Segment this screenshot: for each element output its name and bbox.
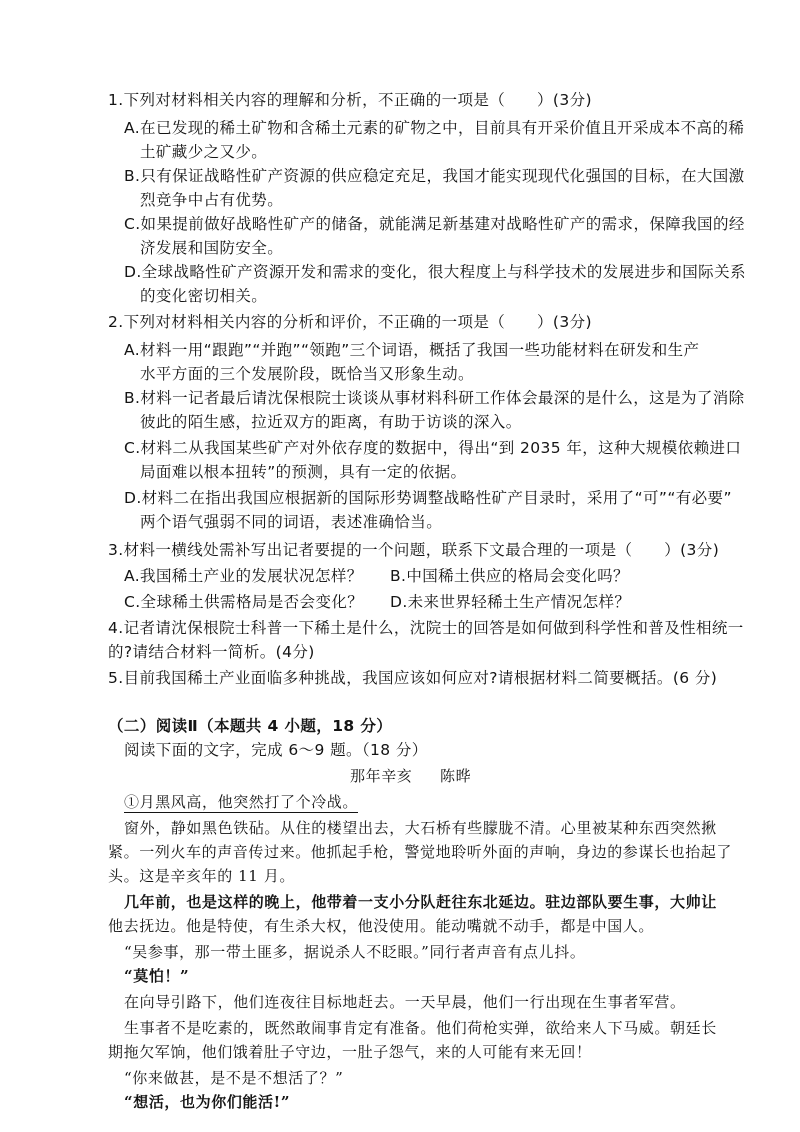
q3-option-c: C.全球稀土供需格局是否会变化？ — [124, 593, 364, 611]
reading-instruction: 阅读下面的文字，完成 6～9 题。（18 分） — [124, 741, 428, 759]
paragraph-5: “莫怕！” — [124, 967, 190, 985]
paragraph-6: 在向导引路下，他们连夜往目标地赶去。一天早晨，他们一行出现在生事者军营。 — [124, 993, 686, 1011]
article-author: 陈晔 — [440, 767, 472, 785]
q4-stem-cont: 的?请结合材料一简析。(4分) — [108, 643, 315, 661]
paragraph-7-line-1: 生事者不是吃素的，既然敢闹事肯定有准备。他们荷枪实弹，欲给来人下马威。朝廷长 — [124, 1019, 717, 1037]
q1-option-a-cont: 土矿藏少之又少。 — [140, 143, 268, 161]
q3-option-b: B.中国稀土供应的格局会变化吗？ — [390, 567, 629, 585]
q2-option-c: C.材料二从我国某些矿产对外依存度的数据中，得出“到 2035 年，这种大规模依赖进口 — [124, 439, 742, 457]
q1-option-b-cont: 烈竞争中占有优势。 — [140, 191, 284, 209]
q2-option-b: B.材料一记者最后请沈保根院士谈谈从事材料科研工作体会最深的是什么，这是为了消除 — [124, 389, 745, 407]
q2-option-a-cont: 水平方面的三个发展阶段，既恰当又形象生动。 — [140, 365, 474, 383]
q1-option-c-cont: 济发展和国防安全。 — [140, 239, 284, 257]
paragraph-2-line-3: 头。这是辛亥年的 11 月。 — [108, 867, 296, 885]
q2-option-a: A.材料一用“跟跑”“并跑”“领跑”三个词语，概括了我国一些功能材料在研发和生产 — [124, 341, 700, 359]
section-header: （二）阅读Ⅱ（本题共 4 小题，18 分） — [108, 717, 393, 735]
q3-option-d: D.未来世界轻稀土生产情况怎样？ — [390, 593, 631, 611]
q2-option-b-cont: 彼此的陌生感，拉近双方的距离，有助于访谈的深入。 — [140, 413, 522, 431]
q1-option-d: D.全球战略性矿产资源开发和需求的变化，很大程度上与科学技术的发展进步和国际关系 — [124, 263, 746, 281]
underlined-sentence: ①月黑风高，他突然打了个冷战。 — [124, 793, 359, 811]
article-title: 那年辛亥 — [350, 767, 413, 785]
q3-stem: 3.材料一横线处需补写出记者要提的一个问题，联系下文最合理的一项是（ ）(3分) — [108, 541, 720, 559]
q1-stem: 1.下列对材料相关内容的理解和分析，不正确的一项是（ ）(3分) — [108, 91, 592, 109]
paragraph-3-line-2: 他去抚边。他是特使，有生杀大权，他没使用。能动嘴就不动手，都是中国人。 — [108, 917, 655, 935]
q5-stem: 5.目前我国稀土产业面临多种挑战，我国应该如何应对?请根据材料二简要概括。(6 分) — [108, 669, 718, 687]
paragraph-8: “你来做甚，是不是不想活了？” — [124, 1069, 344, 1087]
q1-option-d-cont: 的变化密切相关。 — [140, 287, 268, 305]
paragraph-3-line-1: 几年前，也是这样的晚上，他带着一支小分队赶往东北延边。驻边部队要生事，大帅让 — [124, 893, 717, 911]
q3-option-a: A.我国稀土产业的发展状况怎样？ — [124, 567, 363, 585]
q2-option-c-cont: 局面难以根本扭转”的预测，具有一定的依据。 — [140, 463, 467, 481]
paragraph-7-line-2: 期拖欠军饷，他们饿着肚子守边，一肚子怨气，来的人可能有来无回！ — [108, 1043, 592, 1061]
paragraph-1 — [124, 792, 358, 812]
q4-stem: 4.记者请沈保根院士科普一下稀土是什么，沈院士的回答是如何做到科学性和普及性相统一 — [108, 619, 744, 637]
q1-option-c: C.如果提前做好战略性矿产的储备，就能满足新基建对战略性矿产的需求，保障我国的经 — [124, 215, 745, 233]
q1-option-a: A.在已发现的稀土矿物和含稀土元素的矿物之中，目前具有开采价值且开采成本不高的稀 — [124, 119, 745, 137]
paragraph-9: “想活，也为你们能活!” — [124, 1093, 291, 1111]
q2-stem: 2.下列对材料相关内容的分析和评价，不正确的一项是（ ）(3分) — [108, 313, 592, 331]
paragraph-4: “吴参事，那一带土匪多，据说杀人不眨眼。”同行者声音有点儿抖。 — [124, 943, 586, 961]
q2-option-d-cont: 两个语气强弱不同的词语，表述准确恰当。 — [140, 513, 443, 531]
paragraph-2-line-2: 紧。一列火车的声音传过来。他抓起手枪，警觉地聆听外面的声响，身边的参谋长也抬起了 — [108, 843, 733, 861]
q2-option-d: D.材料二在指出我国应根据新的国际形势调整战略性矿产目录时，采用了“可”“有必要” — [124, 489, 732, 507]
paragraph-2-line-1: 窗外，静如黑色铁砧。从住的楼望出去，大石桥有些朦胧不清。心里被某种东西突然揪 — [124, 819, 717, 837]
q1-option-b: B.只有保证战略性矿产资源的供应稳定充足，我国才能实现现代化强国的目标，在大国激 — [124, 167, 745, 185]
